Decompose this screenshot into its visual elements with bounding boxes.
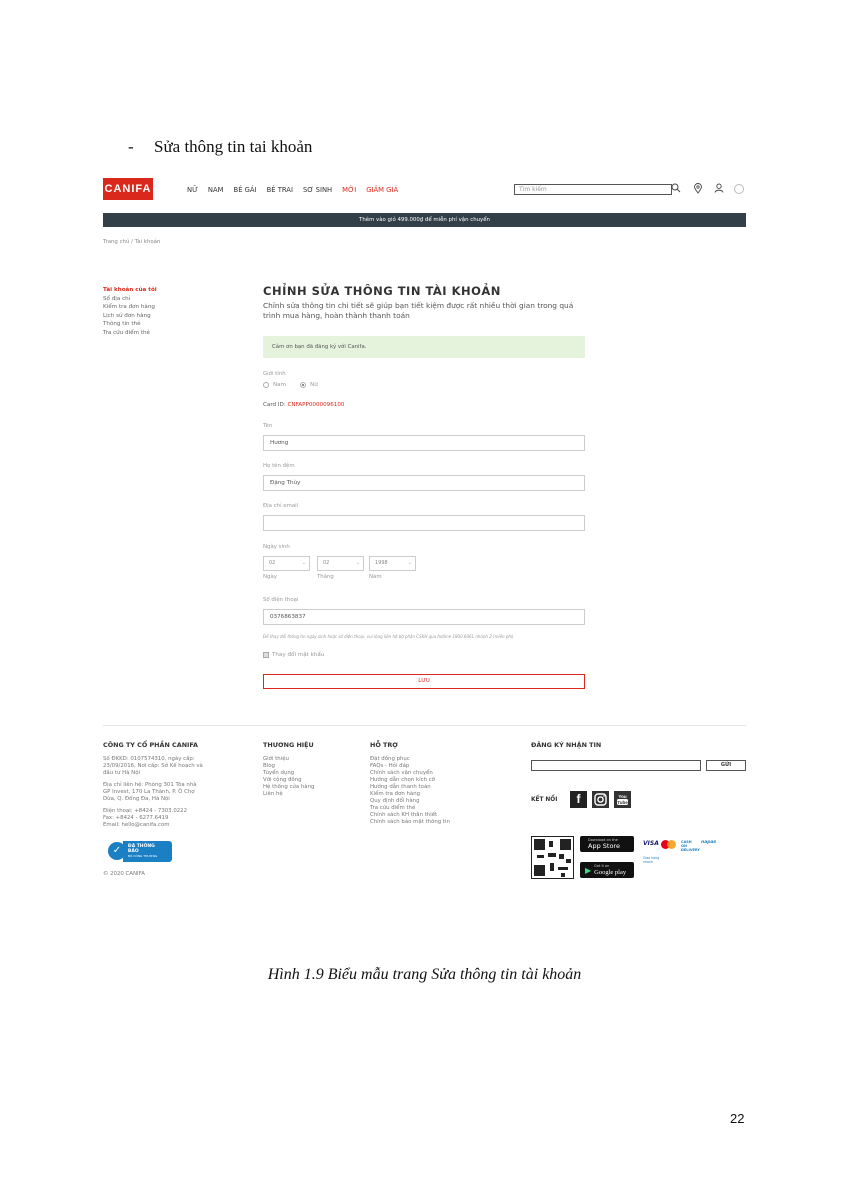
sidebar-item-check-order[interactable]: Kiểm tra đơn hàng [103, 304, 155, 310]
google-play-small: Get it on [594, 864, 610, 868]
nav-item-so-sinh[interactable]: SƠ SINH [302, 186, 333, 194]
last-name-label: Họ tên đệm [263, 463, 295, 469]
chevron-down-icon: ⌄ [407, 560, 412, 566]
footer-link[interactable]: Chính sách vận chuyển [370, 770, 433, 776]
instagram-icon[interactable] [592, 791, 609, 808]
footer-link[interactable]: Chính sách KH thân thiết [370, 812, 438, 818]
success-alert: Cảm ơn bạn đã đăng ký với Canifa. [263, 336, 585, 358]
footer-link[interactable]: Hướng dẫn chọn kích cỡ [370, 777, 435, 783]
contact-line[interactable]: Email: hello@canifa.com [103, 822, 170, 828]
badge-text [123, 841, 172, 862]
dob-day-value: 02 [269, 560, 276, 566]
footer-newsletter [531, 741, 601, 756]
breadcrumb[interactable]: Trang chủ / Tài khoản [103, 239, 161, 245]
phone-field[interactable]: 0376863837 [263, 609, 585, 625]
last-name-field[interactable]: Đặng Thùy [263, 475, 585, 491]
checkmark-icon: ✓ [108, 842, 126, 860]
nav-item-be-trai[interactable]: BÉ TRAI [266, 186, 293, 194]
youtube-icon[interactable] [614, 791, 631, 808]
gender-female-radio[interactable] [300, 382, 306, 388]
main-nav [187, 186, 398, 194]
email-field[interactable] [263, 515, 585, 531]
sidebar-item-card-info[interactable]: Thông tin thẻ [103, 321, 141, 327]
app-store-button[interactable] [580, 836, 634, 852]
mastercard-logo [661, 840, 677, 848]
card-id [263, 402, 344, 408]
form-title: CHỈNH SỬA THÔNG TIN TÀI KHOẢN [263, 284, 501, 298]
svg-text:Tube: Tube [617, 799, 628, 805]
company-line: 23/09/2016, Nơi cấp: Sở Kế hoạch và [103, 763, 203, 769]
connect-label: KẾT NỐI [531, 797, 558, 803]
address-line: Dừa, Q. Đống Đa, Hà Nội [103, 796, 170, 802]
phone-label: Số điện thoại [263, 597, 299, 603]
dob-day-select[interactable] [263, 556, 310, 571]
gender-male-radio[interactable] [263, 382, 269, 388]
napas-logo: napas [701, 840, 717, 845]
card-id-value: CNFAPP0000096100 [287, 402, 345, 408]
page-number: 22 [730, 1111, 745, 1126]
canifa-logo[interactable]: CANIFA [103, 178, 153, 200]
cod-logo: CASH ON DELIVERY [681, 840, 700, 852]
footer-link[interactable]: Hướng dẫn thanh toán [370, 784, 431, 790]
first-name-field[interactable]: Hương [263, 435, 585, 451]
card-id-label: Card ID: [263, 402, 286, 408]
sidebar-item-card-points[interactable]: Tra cứu điểm thẻ [103, 329, 150, 336]
newsletter-title: ĐĂNG KÝ NHẬN TIN [531, 741, 602, 749]
sidebar-item-my-account[interactable]: Tài khoản của tôi [103, 287, 157, 293]
location-icon[interactable] [692, 183, 704, 195]
dob-year-select[interactable] [369, 556, 416, 571]
brand-title: THƯƠNG HIỆU [263, 741, 314, 749]
company-title: CÔNG TY CỔ PHẦN CANIFA [103, 741, 198, 749]
sidebar-item-order-history[interactable]: Lịch sử đơn hàng [103, 312, 151, 319]
play-icon: ▶ [585, 865, 592, 875]
address-line: GP Invest, 170 La Thành, P. Ô Chợ [103, 789, 195, 795]
footer-link[interactable]: Liên hệ [263, 791, 283, 797]
gender-male-label: Nam [273, 382, 287, 388]
footer-link[interactable]: FAQs - Hỏi đáp [370, 763, 410, 769]
nav-item-nu[interactable]: NỮ [187, 186, 198, 194]
figure-caption: Hình 1.9 Biểu mẫu trang Sửa thông tin tài khoản [267, 966, 582, 983]
dob-label: Ngày sinh [263, 544, 290, 550]
email-label: Địa chỉ email [263, 503, 299, 509]
search-input[interactable]: Tìm kiếm [514, 184, 672, 195]
dob-month-label: Tháng [317, 574, 334, 580]
fast-delivery-line: Giao hàng [643, 856, 660, 860]
nav-item-giam-gia[interactable]: GIẢM GIÁ [366, 186, 399, 194]
chevron-down-icon: ⌄ [355, 560, 360, 566]
footer-support [370, 741, 450, 826]
footer-link[interactable]: Đặt đồng phục [370, 756, 410, 762]
fast-delivery-line: nhanh [643, 860, 654, 864]
footer-company [103, 741, 203, 829]
chevron-down-icon: ⌄ [301, 560, 306, 566]
first-name-label: Tên [263, 423, 273, 429]
facebook-icon[interactable]: f [570, 791, 587, 808]
heading-bullet: - [128, 137, 134, 156]
company-line: Số ĐKKD: 0107574310, ngày cấp: [103, 756, 195, 762]
gender-label: Giới tính [263, 371, 286, 377]
badge-title: ĐÃ THÔNG BÁO [127, 843, 155, 854]
footer-link[interactable]: Với cộng đồng [263, 777, 302, 783]
gender-female-label: Nữ [310, 382, 318, 388]
contact-line: Điện thoại: +8424 - 7303.0222 [103, 808, 188, 814]
sidebar-item-address-book[interactable]: Sổ địa chỉ [103, 295, 131, 302]
dob-month-select[interactable] [317, 556, 364, 571]
screenshot-frame [103, 170, 746, 910]
qr-code [531, 836, 574, 879]
search-icon[interactable] [670, 183, 682, 195]
support-title: HỖ TRỢ [370, 741, 398, 749]
footer-link[interactable]: Hệ thống cửa hàng [263, 784, 315, 790]
badge-sub: BỘ CÔNG THƯƠNG [127, 853, 158, 858]
footer-link[interactable]: Blog [263, 763, 275, 769]
nav-item-nam[interactable]: NAM [207, 186, 224, 194]
footer-link[interactable]: Kiểm tra đơn hàng [370, 791, 421, 797]
cart-icon[interactable] [734, 184, 744, 194]
dob-day-label: Ngày [263, 574, 277, 580]
promo-bar: Thêm vào giỏ 499.000₫ để miễn phí vận chuyển [103, 213, 746, 227]
google-play-label: Google play [594, 869, 627, 876]
dob-month-value: 02 [323, 560, 330, 566]
fast-delivery-logo [643, 856, 659, 864]
registered-badge[interactable] [108, 842, 172, 860]
copyright: © 2020 CANIFA [103, 871, 145, 877]
heading-text: Sửa thông tin tai khoản [154, 137, 313, 156]
footer-brand [263, 741, 314, 798]
nav-item-moi[interactable]: MỚI [342, 186, 357, 194]
newsletter-email-input[interactable] [531, 760, 701, 771]
footer-link[interactable]: Chính sách bảo mật thông tin [370, 819, 450, 825]
form-description: Chỉnh sửa thông tin chi tiết sẽ giúp bạn tiết kiệm được rất nhiều thời gian trong quá trình mua hàng, hoàn thành thanh toán [263, 301, 574, 320]
footer-link[interactable]: Tuyển dụng [263, 770, 295, 776]
edit-account-form [263, 284, 585, 684]
company-line: đầu tư Hà Nội [103, 770, 140, 776]
newsletter-submit-button[interactable]: GỬI [706, 760, 746, 771]
contact-line: Fax: +8424 - 6277.6419 [103, 815, 169, 821]
change-password-checkbox[interactable] [263, 652, 269, 658]
gender-radio-group [263, 382, 318, 388]
dob-year-label: Năm [369, 574, 382, 580]
save-button[interactable]: LƯU [263, 674, 585, 689]
dob-year-value: 1998 [375, 560, 388, 566]
google-play-button[interactable] [580, 862, 634, 878]
user-icon[interactable] [713, 183, 725, 195]
change-password-label: Thay đổi mật khẩu [272, 652, 325, 658]
app-store-small: Download on the [588, 838, 618, 842]
footer-link[interactable]: Giới thiệu [263, 756, 289, 762]
visa-logo: VISA [643, 840, 659, 847]
nav-item-be-gai[interactable]: BÉ GÁI [233, 186, 257, 194]
contact-note: Để thay đổi thông tin ngày sinh hoặc số điện thoại, vui lòng liên hệ bộ phận CSKH qua hotline 1800.6061 nhánh 2 (miễn phí) [263, 634, 514, 639]
address-line: Địa chỉ liên hệ: Phòng 301 Tòa nhà [103, 782, 197, 788]
account-sidebar [103, 286, 157, 337]
svg-text:You: You [618, 794, 627, 799]
footer-link[interactable]: Quy định đổi hàng [370, 798, 420, 804]
app-store-label: App Store [588, 842, 620, 850]
change-password-row [263, 652, 324, 658]
footer-divider [103, 725, 746, 726]
document-heading [128, 137, 312, 157]
footer-link[interactable]: Tra cứu điểm thẻ [370, 805, 416, 811]
